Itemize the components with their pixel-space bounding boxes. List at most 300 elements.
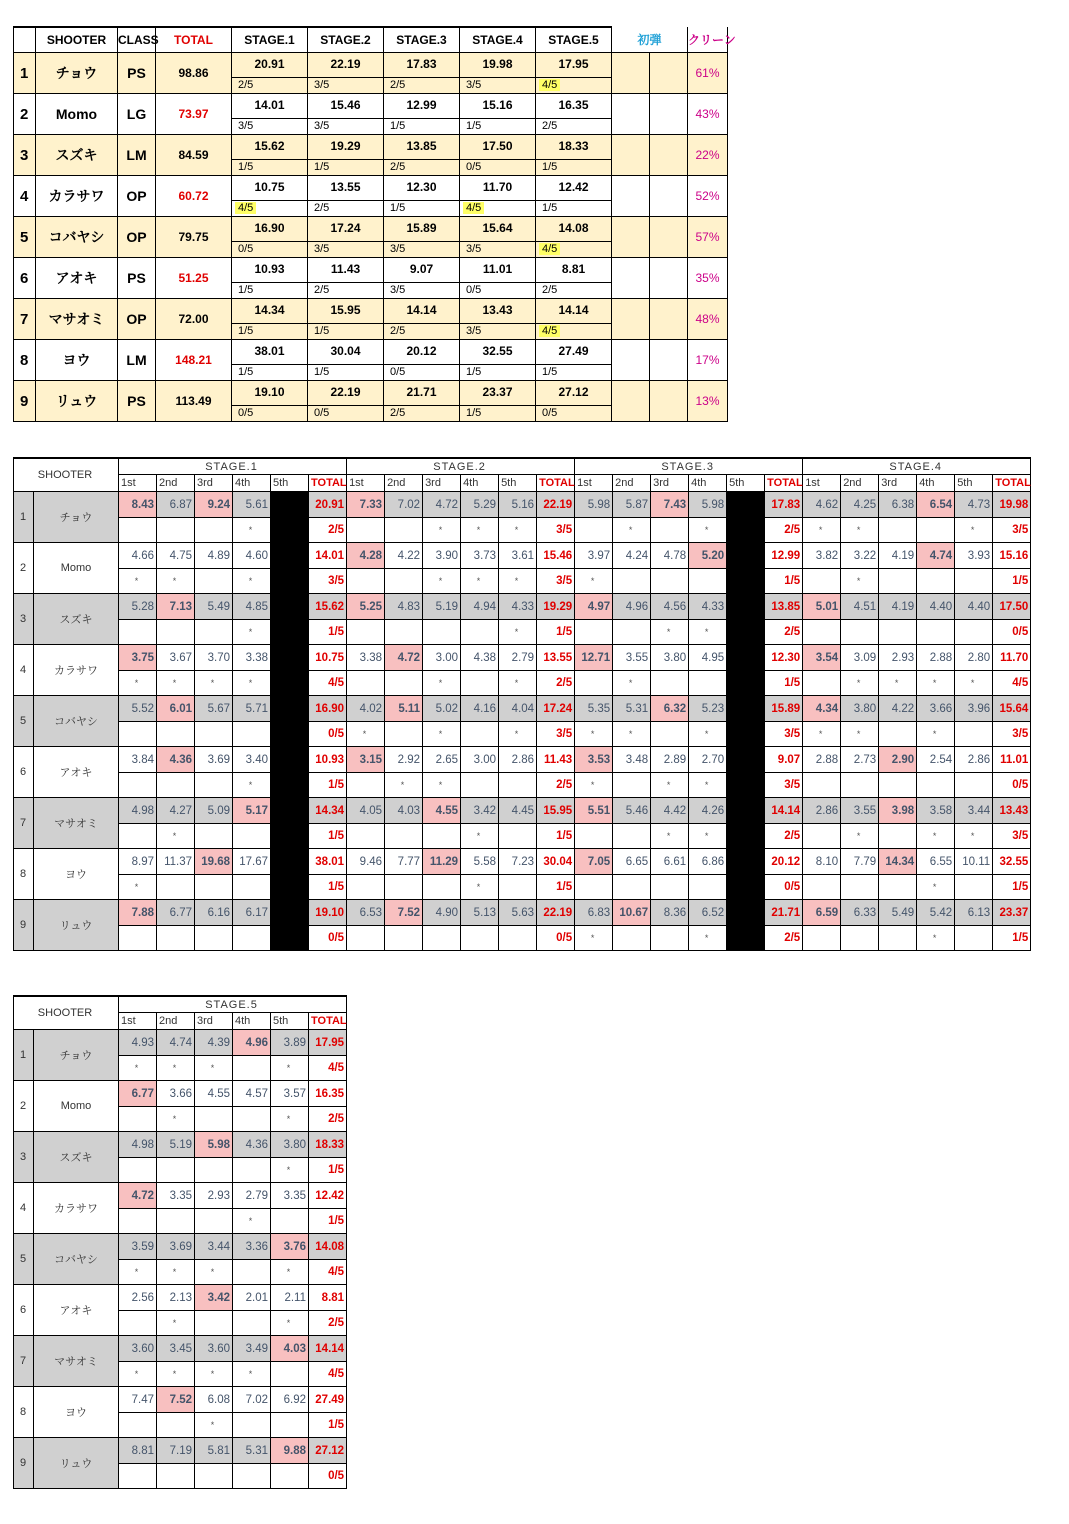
shot-time: 4.98: [119, 798, 157, 824]
hit-mark: [879, 518, 917, 543]
rank-cell: 3: [14, 1132, 34, 1183]
rank-cell: 6: [14, 1285, 34, 1336]
clean-rate: 48%: [688, 299, 728, 340]
stage-hits: [232, 282, 307, 298]
blackout-cell: [271, 696, 309, 747]
shot-time: 3.00: [461, 747, 499, 773]
shot-time: 4.24: [613, 543, 651, 569]
hit-mark: *: [157, 1362, 195, 1387]
shot-time: 3.76: [271, 1234, 309, 1260]
hit-mark: [955, 620, 993, 645]
shot-time: 3.15: [347, 747, 385, 773]
hit-mark: [195, 1311, 233, 1336]
stage-hits: [308, 323, 383, 339]
stage-time: 14.14: [406, 303, 437, 317]
stage-time: 15.89: [406, 221, 437, 235]
header-shooter: SHOOTER: [36, 27, 118, 53]
hit-mark: [233, 1260, 271, 1285]
shot-time: 6.33: [841, 900, 879, 926]
stage-box: [536, 176, 611, 216]
hit-mark: *: [955, 824, 993, 849]
stage-hits: 1/5: [309, 875, 347, 900]
blackout-cell: [727, 543, 765, 594]
shot-time: 8.81: [119, 1438, 157, 1464]
hits-value: 3/5: [390, 284, 406, 296]
rank-cell: 9: [14, 381, 36, 422]
stage-hits: 1/5: [309, 773, 347, 798]
shot-time: 3.66: [157, 1081, 195, 1107]
stage-hits: 2/5: [765, 518, 803, 543]
hit-mark: [613, 926, 651, 951]
stage-total: 19.98: [993, 492, 1031, 518]
hits-value: 2/5: [390, 407, 406, 419]
shot-time: 5.25: [347, 594, 385, 620]
hits-value: 1/5: [466, 120, 482, 132]
hit-mark: [841, 875, 879, 900]
hit-mark: *: [271, 1107, 309, 1132]
hit-mark: *: [651, 824, 689, 849]
shot-time: 6.38: [879, 492, 917, 518]
hit-mark: [879, 926, 917, 951]
stage-total: 15.62: [309, 594, 347, 620]
shot-time: 3.90: [423, 543, 461, 569]
stage-cell: [308, 258, 384, 299]
class-cell: LM: [118, 135, 156, 176]
total-cell: 148.21: [156, 340, 232, 381]
hatsudan-cell-a: [612, 94, 650, 135]
shot-time: 4.60: [233, 543, 271, 569]
shot-time: 5.98: [195, 1132, 233, 1158]
stage-cell: [384, 299, 460, 340]
shot-time: 3.35: [271, 1183, 309, 1209]
stage-hits: 3/5: [537, 569, 575, 594]
clean-rate: 35%: [688, 258, 728, 299]
shot-time: 5.81: [195, 1438, 233, 1464]
stage-total: 16.90: [309, 696, 347, 722]
detail-header-row: [14, 458, 1031, 475]
shot-time: 4.36: [233, 1132, 271, 1158]
stage-cell: [232, 94, 308, 135]
shooter-name: Momo: [34, 1081, 119, 1132]
stage-time: 9.07: [409, 262, 434, 276]
stage-box: [384, 176, 459, 216]
hit-mark: [119, 518, 157, 543]
shot-time: 7.88: [119, 900, 157, 926]
shot-time: 5.87: [613, 492, 651, 518]
shot-time: 3.44: [955, 798, 993, 824]
detail-time-row: [14, 1285, 347, 1311]
shot-time: 3.49: [233, 1336, 271, 1362]
hit-mark: *: [689, 773, 727, 798]
shot-time: 3.36: [233, 1234, 271, 1260]
stage-total: 16.35: [309, 1081, 347, 1107]
shot-time: 2.86: [955, 747, 993, 773]
shooter-header: SHOOTER: [14, 996, 119, 1030]
stage-cell: [232, 258, 308, 299]
shot-time: 3.69: [195, 747, 233, 773]
hit-mark: *: [119, 671, 157, 696]
stage-hits: [460, 118, 535, 134]
stage-total: 11.01: [993, 747, 1031, 773]
hit-mark: *: [917, 875, 955, 900]
stage-box: [384, 258, 459, 298]
rank-cell: 8: [14, 340, 36, 381]
hit-mark: [803, 824, 841, 849]
hit-mark: *: [803, 518, 841, 543]
rank-cell: 5: [14, 217, 36, 258]
hit-mark: *: [157, 1260, 195, 1285]
hit-mark: [195, 1464, 233, 1489]
shot-time: 4.22: [879, 696, 917, 722]
stage-box: [232, 340, 307, 380]
hits-value: 2/5: [542, 120, 558, 132]
stage-box: [460, 217, 535, 257]
shot-time: 4.33: [689, 594, 727, 620]
shot-time: 3.09: [841, 645, 879, 671]
stage-box: [308, 258, 383, 298]
shot-time: 5.16: [499, 492, 537, 518]
rank-cell: 7: [14, 1336, 34, 1387]
stage-box: [536, 53, 611, 93]
hit-mark: [195, 518, 233, 543]
hit-mark: *: [575, 569, 613, 594]
hit-mark: [195, 926, 233, 951]
stage-time: 11.01: [482, 262, 513, 276]
stage-total: 17.24: [537, 696, 575, 722]
shot-time: 2.73: [841, 747, 879, 773]
hatsudan-cell-b: [650, 53, 688, 94]
clean-rate: 61%: [688, 53, 728, 94]
stage-total: 20.12: [765, 849, 803, 875]
hit-mark: [271, 1413, 309, 1438]
stage-cell: [384, 53, 460, 94]
hits-value: 4/5: [463, 202, 484, 214]
rank-cell: 9: [14, 900, 34, 951]
hit-mark: [461, 620, 499, 645]
detail-hit-row: [14, 569, 1031, 594]
shooter-name: マサオミ: [34, 798, 119, 849]
stage-box: [384, 299, 459, 339]
shot-time: 3.22: [841, 543, 879, 569]
shot-time: 5.11: [385, 696, 423, 722]
shot-time: 6.52: [689, 900, 727, 926]
stage-cell: [460, 53, 536, 94]
shot-time: 2.11: [271, 1285, 309, 1311]
detail-hit-row: [14, 518, 1031, 543]
shot-time: 4.90: [423, 900, 461, 926]
stage-time: 38.01: [254, 344, 285, 358]
shot-time: 4.96: [613, 594, 651, 620]
shot-time: 3.89: [271, 1030, 309, 1056]
stage-hits: 4/5: [309, 671, 347, 696]
shot-time: 4.40: [955, 594, 993, 620]
hit-mark: [461, 722, 499, 747]
rank-cell: 2: [14, 94, 36, 135]
hit-mark: *: [917, 926, 955, 951]
shooter-name: カラサワ: [34, 645, 119, 696]
shot-time: 5.19: [423, 594, 461, 620]
summary-row: [14, 299, 728, 340]
hit-mark: [575, 518, 613, 543]
hit-mark: [651, 926, 689, 951]
stage-hits: [232, 241, 307, 257]
stage-time: 15.16: [482, 98, 513, 112]
sub-header: 5th: [499, 475, 537, 492]
stage-hits: [308, 118, 383, 134]
detail-header-row: [14, 996, 347, 1013]
stage-time: 22.19: [330, 57, 361, 71]
hits-value: 3/5: [466, 325, 482, 337]
stage-total: 19.29: [537, 594, 575, 620]
rank-cell: 4: [14, 1183, 34, 1234]
stage-time: 16.90: [254, 221, 285, 235]
class-cell: OP: [118, 176, 156, 217]
summary-header-row: [14, 27, 728, 53]
sub-header: 2nd: [157, 1013, 195, 1030]
hit-mark: [385, 722, 423, 747]
header-rank: [14, 27, 36, 53]
hit-mark: [271, 1464, 309, 1489]
hits-value: 0/5: [314, 407, 330, 419]
stage-cell: [536, 340, 612, 381]
rank-cell: 4: [14, 176, 36, 217]
hit-mark: *: [461, 875, 499, 900]
shot-time: 5.49: [879, 900, 917, 926]
shot-time: 3.45: [157, 1336, 195, 1362]
shot-time: 5.52: [119, 696, 157, 722]
shot-time: 5.20: [689, 543, 727, 569]
stage-box: [232, 176, 307, 216]
shot-time: 3.82: [803, 543, 841, 569]
hit-mark: *: [689, 824, 727, 849]
shot-time: 5.17: [233, 798, 271, 824]
hit-mark: [119, 1107, 157, 1132]
sub-header: 3rd: [195, 475, 233, 492]
shot-time: 6.65: [613, 849, 651, 875]
hit-mark: *: [841, 671, 879, 696]
stage-box: [232, 94, 307, 134]
shot-time: 5.29: [461, 492, 499, 518]
stage-box: [308, 135, 383, 175]
hit-mark: *: [271, 1056, 309, 1081]
stage-header: STAGE.4: [803, 458, 1031, 475]
stage-hits: [232, 323, 307, 339]
stage-time: 19.98: [482, 57, 513, 71]
stage-cell: [308, 381, 384, 422]
hatsudan-cell-a: [612, 381, 650, 422]
blackout-cell: [727, 492, 765, 543]
stage-cell: [232, 176, 308, 217]
shot-time: 6.17: [233, 900, 271, 926]
hit-mark: *: [955, 518, 993, 543]
shot-time: 3.70: [195, 645, 233, 671]
shot-time: 9.24: [195, 492, 233, 518]
sub-header: 4th: [233, 1013, 271, 1030]
stage-hits: 1/5: [993, 569, 1031, 594]
shot-time: 3.42: [195, 1285, 233, 1311]
stage-time: 15.46: [330, 98, 361, 112]
stage-time: 12.99: [406, 98, 437, 112]
shot-time: 6.08: [195, 1387, 233, 1413]
hit-mark: *: [423, 773, 461, 798]
total-cell: 73.97: [156, 94, 232, 135]
stage-cell: [460, 381, 536, 422]
hit-mark: [613, 773, 651, 798]
stage-cell: [460, 258, 536, 299]
shot-time: 4.96: [233, 1030, 271, 1056]
shooter-name: チョウ: [34, 1030, 119, 1081]
shot-time: 3.60: [119, 1336, 157, 1362]
stage-cell: [384, 217, 460, 258]
shot-time: 7.52: [385, 900, 423, 926]
stage-hits: [460, 282, 535, 298]
hit-mark: [347, 824, 385, 849]
hit-mark: [233, 824, 271, 849]
hatsudan-cell-b: [650, 94, 688, 135]
stage-hits: 1/5: [993, 875, 1031, 900]
hit-mark: [157, 1158, 195, 1183]
stage-hits: 2/5: [309, 1311, 347, 1336]
blackout-cell: [727, 747, 765, 798]
shot-time: 4.74: [917, 543, 955, 569]
shot-time: 4.40: [917, 594, 955, 620]
hit-mark: *: [879, 671, 917, 696]
stage-total: 21.71: [765, 900, 803, 926]
hit-mark: [233, 1158, 271, 1183]
detail-time-row: [14, 849, 1031, 875]
hit-mark: *: [689, 926, 727, 951]
stage-total: 27.49: [309, 1387, 347, 1413]
total-cell: 79.75: [156, 217, 232, 258]
hit-mark: *: [195, 1413, 233, 1438]
shot-time: 5.31: [613, 696, 651, 722]
shot-time: 3.69: [157, 1234, 195, 1260]
stage-hits: 0/5: [993, 620, 1031, 645]
hatsudan-cell-b: [650, 340, 688, 381]
hatsudan-cell-a: [612, 176, 650, 217]
detail-time-row: [14, 1132, 347, 1158]
hit-mark: *: [499, 569, 537, 594]
sub-header: TOTAL: [765, 475, 803, 492]
shot-time: 6.77: [119, 1081, 157, 1107]
stage-hits: 3/5: [993, 518, 1031, 543]
hatsudan-cell-a: [612, 135, 650, 176]
shot-time: 5.67: [195, 696, 233, 722]
hit-mark: [385, 518, 423, 543]
shot-time: 5.58: [461, 849, 499, 875]
stage-hits: 3/5: [993, 722, 1031, 747]
stage-total: 15.16: [993, 543, 1031, 569]
stage-hits: [536, 241, 611, 257]
shooter-name: ヨウ: [34, 849, 119, 900]
header-hatsudan: 初弾: [612, 27, 688, 53]
hit-mark: [157, 722, 195, 747]
hits-value: 1/5: [238, 366, 254, 378]
stage-hits: [536, 323, 611, 339]
hits-value: 3/5: [314, 79, 330, 91]
hit-mark: *: [841, 518, 879, 543]
hit-mark: [841, 620, 879, 645]
total-cell: 51.25: [156, 258, 232, 299]
blackout-cell: [271, 798, 309, 849]
stage-cell: [232, 217, 308, 258]
stage-total: 12.99: [765, 543, 803, 569]
stage-total: 17.50: [993, 594, 1031, 620]
stage-hits: [460, 241, 535, 257]
shot-time: 3.73: [461, 543, 499, 569]
hit-mark: *: [423, 722, 461, 747]
sub-header: 3rd: [879, 475, 917, 492]
shot-time: 3.80: [841, 696, 879, 722]
stage-box: [384, 53, 459, 93]
stage-hits: 3/5: [765, 773, 803, 798]
stage-hits: [384, 159, 459, 175]
stage-cell: [232, 381, 308, 422]
sub-header: 2nd: [157, 475, 195, 492]
shooter-name: コバヤシ: [34, 1234, 119, 1285]
shot-time: 3.59: [119, 1234, 157, 1260]
hits-value: 0/5: [238, 407, 254, 419]
hatsudan-cell-b: [650, 217, 688, 258]
hit-mark: [385, 671, 423, 696]
blackout-cell: [271, 543, 309, 594]
hit-mark: *: [119, 1056, 157, 1081]
sub-header: 5th: [271, 1013, 309, 1030]
stage-hits: 4/5: [309, 1260, 347, 1285]
clean-rate: 52%: [688, 176, 728, 217]
stage-box: [460, 176, 535, 216]
hit-mark: *: [841, 569, 879, 594]
stage-hits: 2/5: [765, 620, 803, 645]
hit-mark: [347, 926, 385, 951]
stage-box: [384, 135, 459, 175]
shot-time: 4.02: [347, 696, 385, 722]
hit-mark: *: [917, 824, 955, 849]
stage-cell: [384, 135, 460, 176]
stage-hits: [460, 405, 535, 421]
stage-time: 8.81: [561, 262, 586, 276]
stage-box: [536, 340, 611, 380]
hit-mark: [689, 569, 727, 594]
shot-time: 3.54: [803, 645, 841, 671]
hits-value: 2/5: [390, 161, 406, 173]
blackout-cell: [271, 747, 309, 798]
stage-box: [232, 217, 307, 257]
class-cell: PS: [118, 381, 156, 422]
hit-mark: *: [157, 1107, 195, 1132]
stage-hits: [232, 364, 307, 380]
shot-time: 4.33: [499, 594, 537, 620]
shot-time: 5.35: [575, 696, 613, 722]
hit-mark: *: [195, 1056, 233, 1081]
shot-time: 2.93: [879, 645, 917, 671]
stage-total: 13.55: [537, 645, 575, 671]
stage-box: [460, 258, 535, 298]
stage-cell: [232, 340, 308, 381]
hit-mark: [157, 1413, 195, 1438]
sub-header: 1st: [119, 475, 157, 492]
class-cell: LG: [118, 94, 156, 135]
stage-total: 14.14: [309, 1336, 347, 1362]
sub-header: 2nd: [385, 475, 423, 492]
hit-mark: [195, 875, 233, 900]
stage-hits: [384, 200, 459, 216]
stage-hits: 1/5: [993, 926, 1031, 951]
shot-time: 4.26: [689, 798, 727, 824]
shot-time: 6.92: [271, 1387, 309, 1413]
hit-mark: [157, 620, 195, 645]
shot-time: 4.94: [461, 594, 499, 620]
